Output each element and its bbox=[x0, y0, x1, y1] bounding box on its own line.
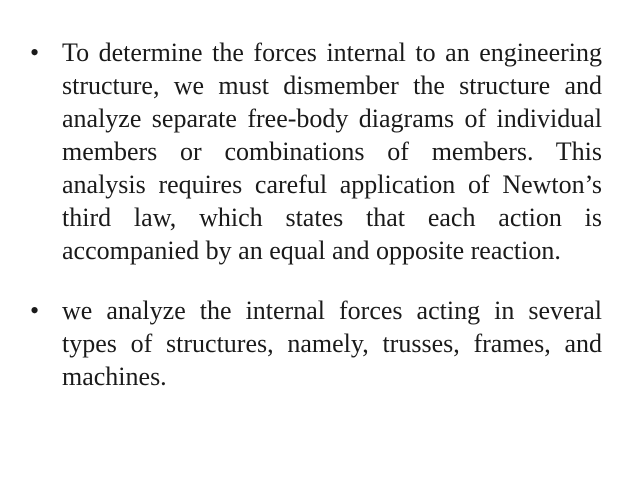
bullet-text: To determine the forces internal to an engineering structure, we must dismember the structure and analyze separate free-body diagrams of individual members or combinations of members. This analysis requires careful application of Newton’s third law, which states that each action is accompanied by an equal and opposite reaction. bbox=[62, 38, 602, 265]
bullet-list bbox=[30, 36, 602, 393]
bullet-item bbox=[30, 36, 602, 267]
bullet-icon: • bbox=[30, 38, 40, 67]
bullet-icon: • bbox=[30, 296, 40, 325]
bullet-item bbox=[30, 294, 602, 393]
bullet-text: we analyze the internal forces acting in several types of structures, namely, trusses, frames, and machines. bbox=[62, 296, 602, 391]
